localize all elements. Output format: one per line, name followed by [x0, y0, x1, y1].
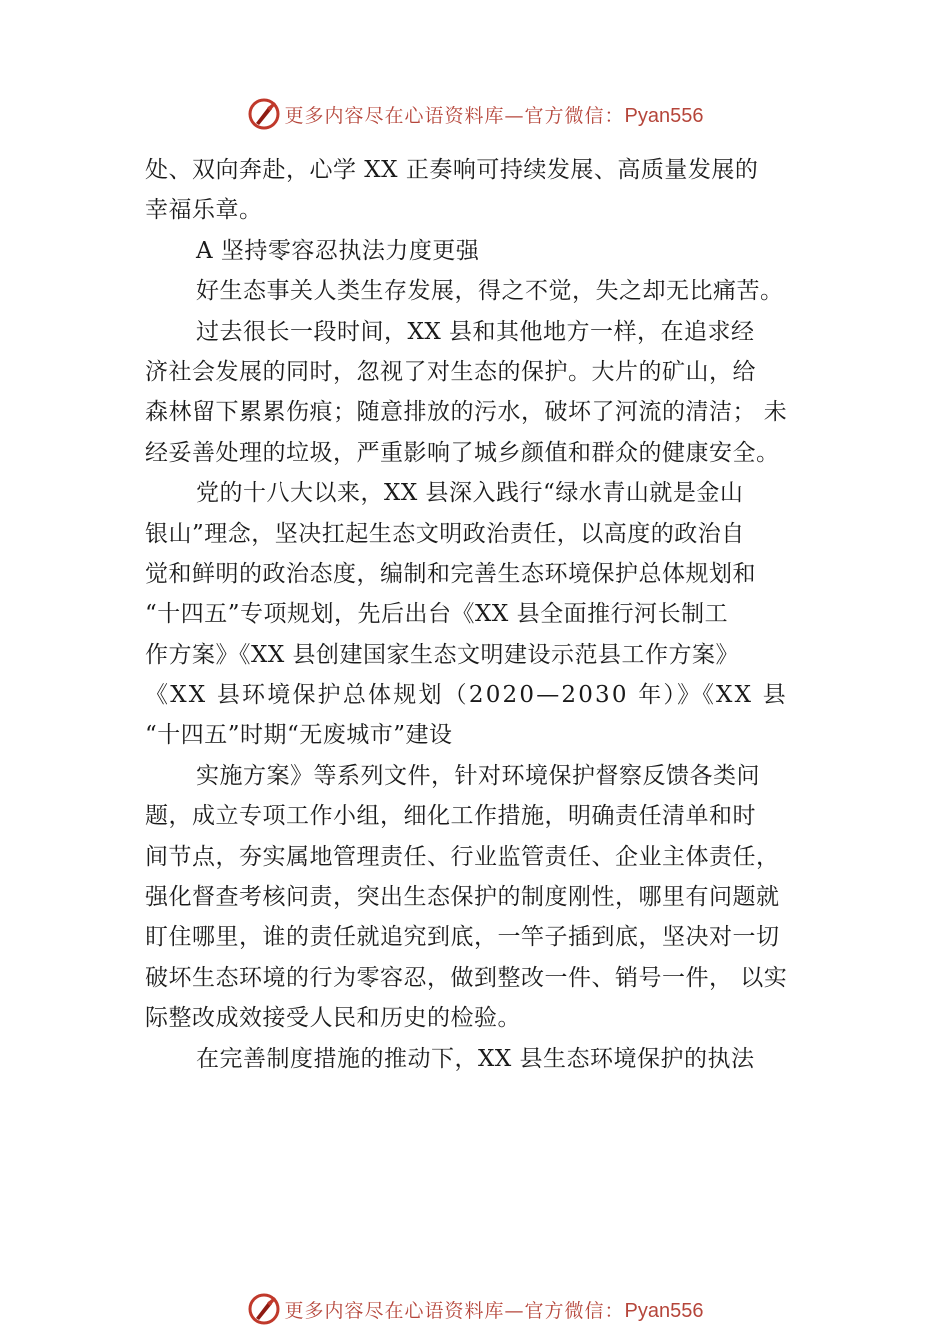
quill-pen-logo-icon [247, 97, 281, 131]
text-line: 济社会发展的同时，忽视了对生态的保护。大片的矿山，给 [145, 358, 756, 385]
text-line: “十四五”时期“无废城市”建设 [145, 722, 453, 749]
text-line: 实施方案》等系列文件，针对环境保护督察反馈各类问 [196, 762, 760, 789]
text-line: 经妥善处理的垃圾，严重影响了城乡颜值和群众的健康安全。 [145, 439, 780, 466]
text-line: 间节点，夯实属地管理责任、行业监管责任、企业主体责任， [145, 843, 780, 870]
text-line: 《XX 县环境保护总体规划（2020—2030 年）》《XX 县 [145, 682, 788, 709]
text-line: 森林留下累累伤痕；随意排放的污水，破坏了河流的清洁； 未 [145, 399, 788, 426]
text-line: 幸福乐章。 [145, 197, 263, 224]
text-line: 作方案》《XX 县创建国家生态文明建设示范县工作方案》 [145, 641, 740, 668]
text-line: 强化督查考核问责，突出生态保护的制度刚性，哪里有问题就 [145, 884, 780, 911]
text-line: 处、双向奔赴，心学 XX 正奏响可持续发展、高质量发展的 [145, 157, 759, 183]
header-watermark [0, 94, 950, 134]
text-line: 盯住哪里，谁的责任就追究到底，一竿子插到底，坚决对一切 [145, 924, 780, 951]
watermark-text [285, 101, 704, 128]
text-line: 好生态事关人类生存发展，得之不觉，失之却无比痛苦。 [196, 278, 784, 305]
footer-watermark [0, 1289, 950, 1329]
text-line: 题，成立专项工作小组，细化工作措施，明确责任清单和时 [145, 803, 756, 830]
text-line: 破坏生态环境的行为零容忍，做到整改一件、销号一件， 以实 [145, 964, 788, 991]
quill-pen-logo-icon [247, 1292, 281, 1326]
text-line: “十四五”专项规划，先后出台《XX 县全面推行河长制工 [145, 601, 729, 628]
watermark-account: Pyan556 [624, 104, 704, 127]
text-line: 银山”理念，坚决扛起生态文明政治责任，以高度的政治自 [145, 520, 745, 547]
watermark-label: 更多内容尽在心语资料库—官方微信： [284, 1299, 625, 1322]
watermark-account: Pyan556 [624, 1299, 704, 1322]
watermark-text [285, 1296, 704, 1323]
text-line: 际整改成效接受人民和历史的检验。 [145, 1005, 521, 1032]
text-line: 过去很长一段时间，XX 县和其他地方一样，在追求经 [196, 318, 755, 345]
watermark-label: 更多内容尽在心语资料库—官方微信： [284, 104, 625, 127]
text-line: A 坚持零容忍执法力度更强 [196, 237, 480, 264]
text-line: 在完善制度措施的推动下，XX 县生态环境保护的执法 [196, 1045, 755, 1072]
text-line: 觉和鲜明的政治态度，编制和完善生态环境保护总体规划和 [145, 560, 756, 587]
text-line: 党的十八大以来，XX 县深入践行“绿水青山就是金山 [196, 480, 744, 507]
document-body [145, 150, 813, 1079]
